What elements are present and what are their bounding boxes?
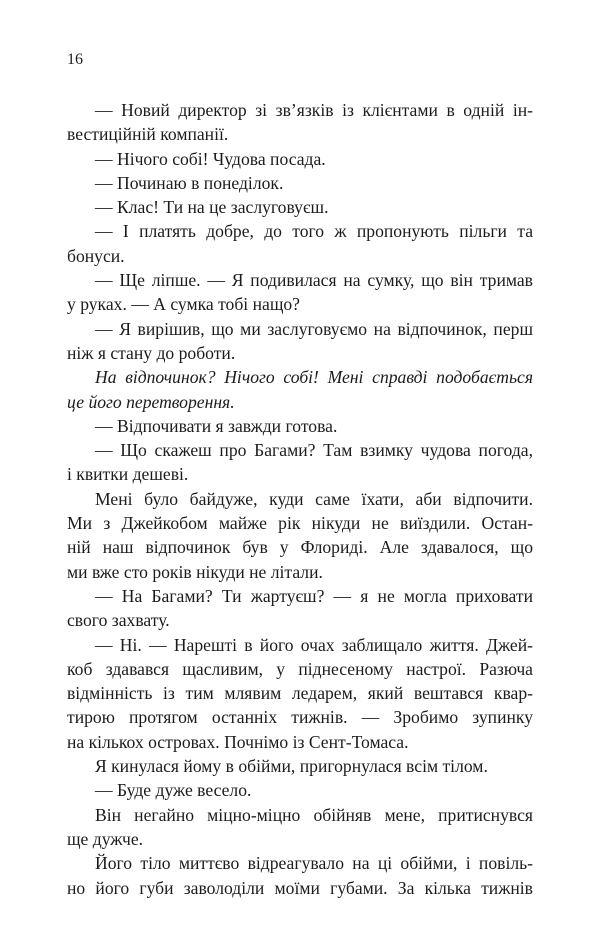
text-line: — Новий директор зі зв’язків із клієнтами в одній ін-	[95, 100, 533, 120]
page-number: 16	[67, 51, 83, 68]
text-line: ми вже сто років нікуди не літали.	[67, 561, 323, 582]
text-line: це його перетворення.	[67, 391, 235, 412]
text-line: — Відпочивати я завжди готова.	[95, 415, 338, 436]
text-line: На відпочинок? Нічого собі! Мені справді подобається	[95, 367, 533, 388]
text-line: — Ні. — Нарешті в його очах заблищало життя. Джей-	[95, 634, 533, 655]
text-line: бонуси.	[67, 245, 125, 266]
text-line: — Я вирішив, що ми заслуговуємо на відпочинок, перш	[95, 318, 533, 339]
text-line: Його тіло миттєво відреагувало на ці обійми, і повіль-	[95, 853, 533, 874]
book-text	[67, 98, 533, 900]
text-line: ще дужче.	[67, 828, 144, 849]
text-line: на кількох островах. Почнімо із Сент-Томаса.	[67, 731, 409, 752]
text-line: Ми з Джейкобом майже рік нікуди не виїздили. Остан-	[67, 513, 533, 534]
text-line: — Буде дуже весело.	[95, 780, 252, 801]
text-line: — Що скажеш про Багами? Там взимку чудова погода,	[95, 440, 533, 461]
text-line: — Клас! Ти на це заслуговуєш.	[95, 197, 329, 218]
text-line: — Ще ліпше. — Я подивилася на сумку, що він тримав	[95, 270, 533, 291]
text-line: і квитки дешеві.	[67, 464, 189, 485]
text-line: — І платять добре, до того ж пропонують пільги та	[95, 221, 533, 242]
text-line: Я кинулася йому в обійми, пригорнулася всім тілом.	[95, 756, 488, 777]
text-line: Він негайно міцно-міцно обійняв мене, притиснувся	[95, 804, 533, 825]
text-line: — На Багами? Ти жартуєш? — я не могла приховати	[95, 585, 533, 606]
text-line: коб здавався щасливим, у піднесеному настрої. Разюча	[67, 658, 533, 679]
text-line: — Нічого собі! Чудова посада.	[95, 148, 326, 169]
text-line: свого захвату.	[67, 610, 170, 631]
text-line: вестиційній компанії.	[67, 124, 229, 145]
text-line: Мені було байдуже, куди саме їхати, аби відпочити.	[95, 488, 533, 509]
text-line: ніж я стану до роботи.	[67, 342, 236, 363]
text-line: відмінність із тим млявим ледарем, який вештався квар-	[67, 683, 533, 704]
text-line: у руках. — А сумка тобі нащо?	[67, 294, 300, 315]
text-line: ній наш відпочинок був у Флориді. Але здавалося, що	[67, 537, 533, 558]
text-line: тирою протягом останніх тижнів. — Зробимо зупинку	[67, 707, 533, 728]
text-line: но його губи заволоділи моїми губами. За кілька тижнів	[67, 877, 533, 898]
text-line: — Починаю в понеділок.	[95, 172, 284, 193]
